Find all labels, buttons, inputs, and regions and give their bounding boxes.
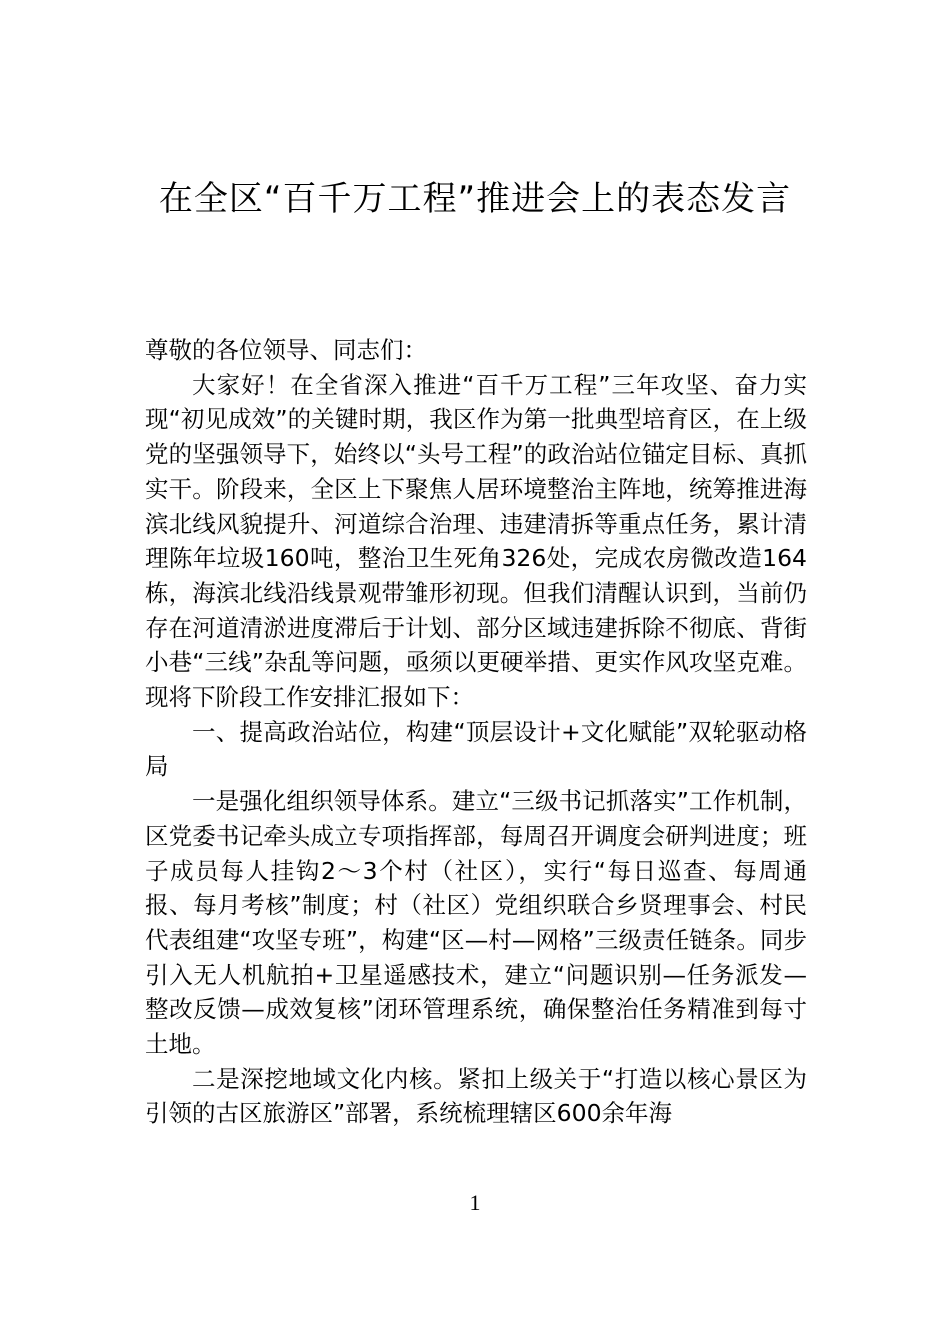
document-body <box>145 333 807 1131</box>
document-title: 在全区“百千万工程”推进会上的表态发言 <box>158 179 792 219</box>
section-heading-1: 一、提高政治站位，构建“顶层设计+文化赋能”双轮驱动格局 <box>145 717 807 781</box>
paragraph-organization: 一是强化组织领导体系。建立“三级书记抓落实”工作机制，区党委书记牵头成立专项指挥部，每周召开调度会研判进度；班子成员每人挂钩2～3个村（社区），实行“每日巡查、每周通报、每月考核”制度；村（社区）党组织联合乡贤理事会、村民代表组建“攻坚专班”，构建“区—村—网格”三级责任链条。同步引入无人机航拍+卫星遥感技术，建立“问题识别—任务派发—整改反馈—成效复核”闭环管理系统，确保整治任务精准到每寸土地。 <box>145 787 807 1059</box>
paragraph-intro: 大家好！在全省深入推进“百千万工程”三年攻坚、奋力实现“初见成效”的关键时期，我区作为第一批典型培育区，在上级党的坚强领导下，始终以“头号工程”的政治站位锚定目标、真抓实干。阶段来，全区上下聚焦人居环境整治主阵地，统筹推进海滨北线风貌提升、河道综合治理、违建清拆等重点任务，累计清理陈年垃圾160吨，整治卫生死角326处，完成农房微改造164栋，海滨北线沿线景观带雏形初现。但我们清醒认识到，当前仍存在河道清淤进度滞后于计划、部分区域违建拆除不彻底、背街小巷“三线”杂乱等问题，亟须以更硬举措、更实作风攻坚克难。现将下阶段工作安排汇报如下： <box>145 370 807 712</box>
paragraph-culture: 二是深挖地域文化内核。紧扣上级关于“打造以核心景区为引领的古区旅游区”部署，系统梳理辖区600余年海 <box>145 1064 807 1128</box>
salutation: 尊敬的各位领导、同志们： <box>145 336 427 364</box>
page-number: 1 <box>469 1190 481 1215</box>
